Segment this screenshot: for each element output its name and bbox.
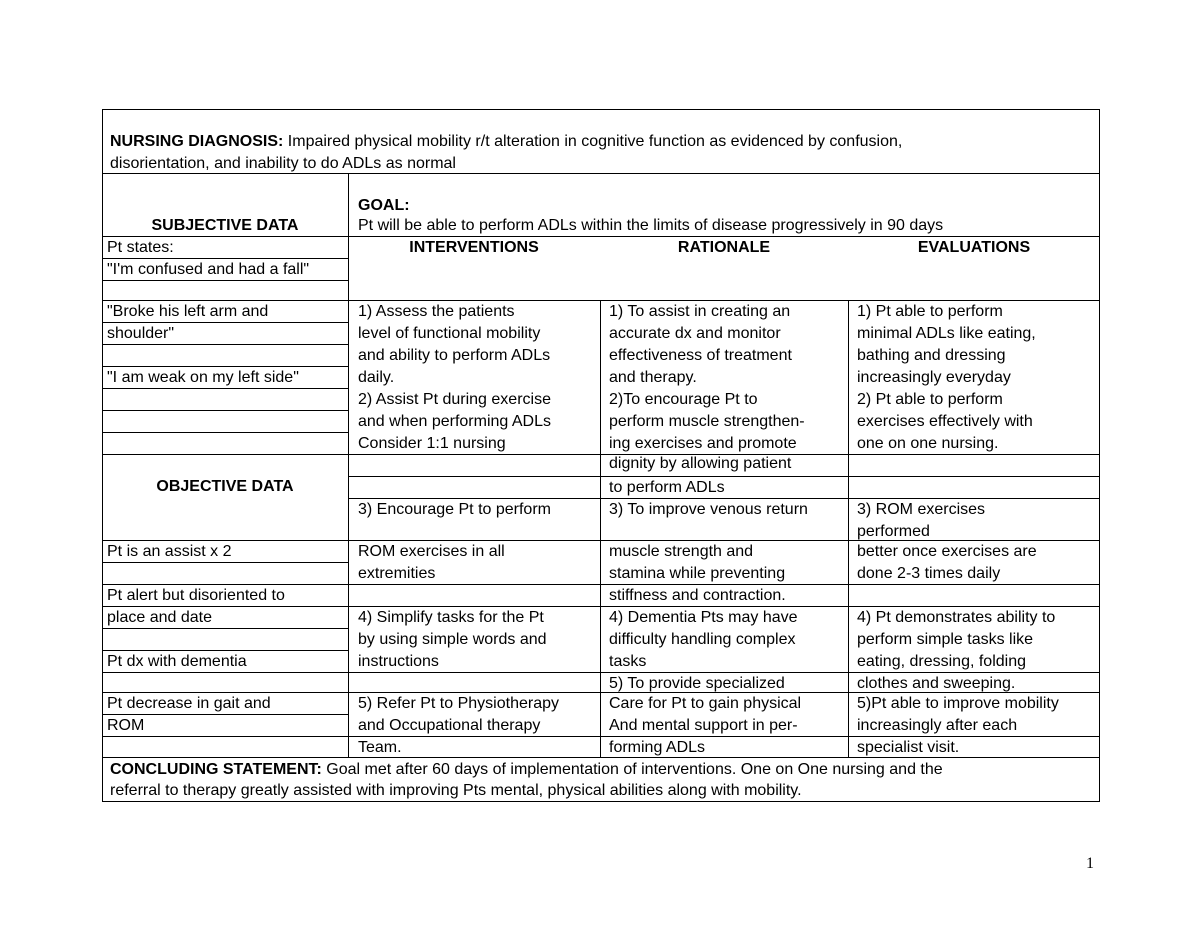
evaluations-header: EVALUATIONS — [917, 239, 1031, 256]
divider — [102, 410, 348, 411]
subjective-data-heading: SUBJECTIVE DATA — [151, 217, 299, 234]
evaluation-cell-row-18: clothes and sweeping. — [857, 675, 1016, 692]
intervention-cell-row-4: daily. — [358, 369, 395, 386]
data-cell-row-7: "I am weak on my left side" — [107, 369, 299, 386]
rationale-cell-row-10: 3) To improve venous return — [609, 501, 808, 518]
rationale-cell-row-17: tasks — [609, 653, 647, 670]
intervention-cell-row-3: and ability to perform ADLs — [358, 347, 551, 364]
evaluation-cell-row-2: minimal ADLs like eating, — [857, 325, 1036, 342]
evaluation-cell-row-11: performed — [857, 523, 930, 540]
evaluation-cell-row-7: one on one nursing. — [857, 435, 999, 452]
data-cell-row-22: Pt decrease in gait and — [107, 695, 271, 712]
objective-data-heading: OBJECTIVE DATA — [156, 478, 294, 495]
concluding-statement-line2: referral to therapy greatly assisted with improving Pts mental, physical abilities along with mobility. — [110, 782, 802, 799]
intervention-cell-row-1: 1) Assess the patients — [358, 303, 515, 320]
intervention-cell-row-12: ROM exercises in all — [358, 543, 505, 560]
intervention-cell-row-7: Consider 1:1 nursing — [358, 435, 506, 452]
evaluation-cell-row-21: specialist visit. — [857, 739, 960, 756]
evaluation-cell-row-16: perform simple tasks like — [857, 631, 1034, 648]
rationale-cell-row-15: 4) Dementia Pts may have — [609, 609, 798, 626]
data-cell-row-23: ROM — [107, 717, 145, 734]
divider — [102, 173, 1100, 174]
evaluation-cell-row-10: 3) ROM exercises — [857, 501, 986, 518]
intervention-cell-row-16: by using simple words and — [358, 631, 547, 648]
rationale-cell-row-7: ing exercises and promote — [609, 435, 797, 452]
evaluation-cell-row-15: 4) Pt demonstrates ability to — [857, 609, 1056, 626]
intervention-cell-row-6: and when performing ADLs — [358, 413, 551, 430]
divider — [102, 432, 348, 433]
evaluation-cell-row-19: 5)Pt able to improve mobility — [857, 695, 1059, 712]
intervention-cell-row-17: instructions — [358, 653, 439, 670]
evaluation-cell-row-17: eating, dressing, folding — [857, 653, 1026, 670]
nursing-diagnosis-line2: disorientation, and inability to do ADLs as normal — [110, 155, 456, 172]
data-cell-row-4: "Broke his left arm and — [107, 303, 269, 320]
concluding-statement-label: CONCLUDING STATEMENT: — [110, 761, 322, 778]
data-cell-row-5: shoulder" — [107, 325, 175, 342]
intervention-cell-row-13: extremities — [358, 565, 436, 582]
evaluation-cell-row-12: better once exercises are — [857, 543, 1037, 560]
intervention-cell-row-10: 3) Encourage Pt to perform — [358, 501, 551, 518]
divider — [600, 300, 601, 757]
evaluation-cell-row-4: increasingly everyday — [857, 369, 1011, 386]
rationale-cell-row-12: muscle strength and — [609, 543, 754, 560]
rationale-cell-row-21: forming ADLs — [609, 739, 706, 756]
goal-text: Pt will be able to perform ADLs within the limits of disease progressively in 90 days — [358, 217, 944, 234]
rationale-cell-row-20: And mental support in per- — [609, 717, 798, 734]
rationale-cell-row-3: effectiveness of treatment — [609, 347, 792, 364]
intervention-cell-row-20: and Occupational therapy — [358, 717, 541, 734]
data-cell-row-2: "I'm confused and had a fall" — [107, 261, 310, 278]
intervention-cell-row-19: 5) Refer Pt to Physiotherapy — [358, 695, 559, 712]
nursing-diagnosis-text: Impaired physical mobility r/t alteration in cognitive function as evidenced by confusion, — [283, 133, 903, 150]
divider — [102, 454, 348, 455]
intervention-cell-row-5: 2) Assist Pt during exercise — [358, 391, 551, 408]
evaluation-cell-row-20: increasingly after each — [857, 717, 1018, 734]
rationale-cell-row-1: 1) To assist in creating an — [609, 303, 791, 320]
evaluation-cell-row-3: bathing and dressing — [857, 347, 1006, 364]
intervention-cell-row-15: 4) Simplify tasks for the Pt — [358, 609, 544, 626]
rationale-cell-row-16: difficulty handling complex — [609, 631, 796, 648]
data-cell-row-20: Pt dx with dementia — [107, 653, 247, 670]
rationale-cell-row-5: 2)To encourage Pt to — [609, 391, 758, 408]
goal-label: GOAL: — [358, 197, 410, 214]
evaluation-cell-row-13: done 2-3 times daily — [857, 565, 1001, 582]
interventions-header: INTERVENTIONS — [409, 239, 539, 256]
data-cell-row-1: Pt states: — [107, 239, 174, 256]
rationale-cell-row-19: Care for Pt to gain physical — [609, 695, 802, 712]
concluding-statement-text: Goal met after 60 days of implementation of interventions. One on One nursing and the — [321, 761, 943, 778]
concluding-statement-line1 — [110, 759, 943, 781]
intervention-cell-row-21: Team. — [358, 739, 402, 756]
rationale-cell-row-4: and therapy. — [609, 369, 697, 386]
evaluation-cell-row-5: 2) Pt able to perform — [857, 391, 1003, 408]
intervention-cell-row-2: level of functional mobility — [358, 325, 541, 342]
rationale-header: RATIONALE — [677, 239, 771, 256]
rationale-cell-row-18: 5) To provide specialized — [609, 675, 785, 692]
evaluation-cell-row-1: 1) Pt able to perform — [857, 303, 1003, 320]
divider — [348, 173, 349, 757]
rationale-cell-row-8: dignity by allowing patient — [609, 455, 792, 472]
rationale-cell-row-9: to perform ADLs — [609, 479, 725, 496]
rationale-cell-row-2: accurate dx and monitor — [609, 325, 781, 342]
nursing-diagnosis-line1 — [110, 131, 902, 153]
evaluation-cell-row-6: exercises effectively with — [857, 413, 1033, 430]
rationale-cell-row-14: stiffness and contraction. — [609, 587, 786, 604]
data-cell-row-15: Pt is an assist x 2 — [107, 543, 232, 560]
data-cell-row-18: place and date — [107, 609, 212, 626]
rationale-cell-row-6: perform muscle strengthen- — [609, 413, 805, 430]
page-number: 1 — [1086, 855, 1094, 872]
divider — [848, 300, 849, 757]
rationale-cell-row-13: stamina while preventing — [609, 565, 786, 582]
nursing-diagnosis-label: NURSING DIAGNOSIS: — [110, 133, 284, 150]
data-cell-row-17: Pt alert but disoriented to — [107, 587, 285, 604]
